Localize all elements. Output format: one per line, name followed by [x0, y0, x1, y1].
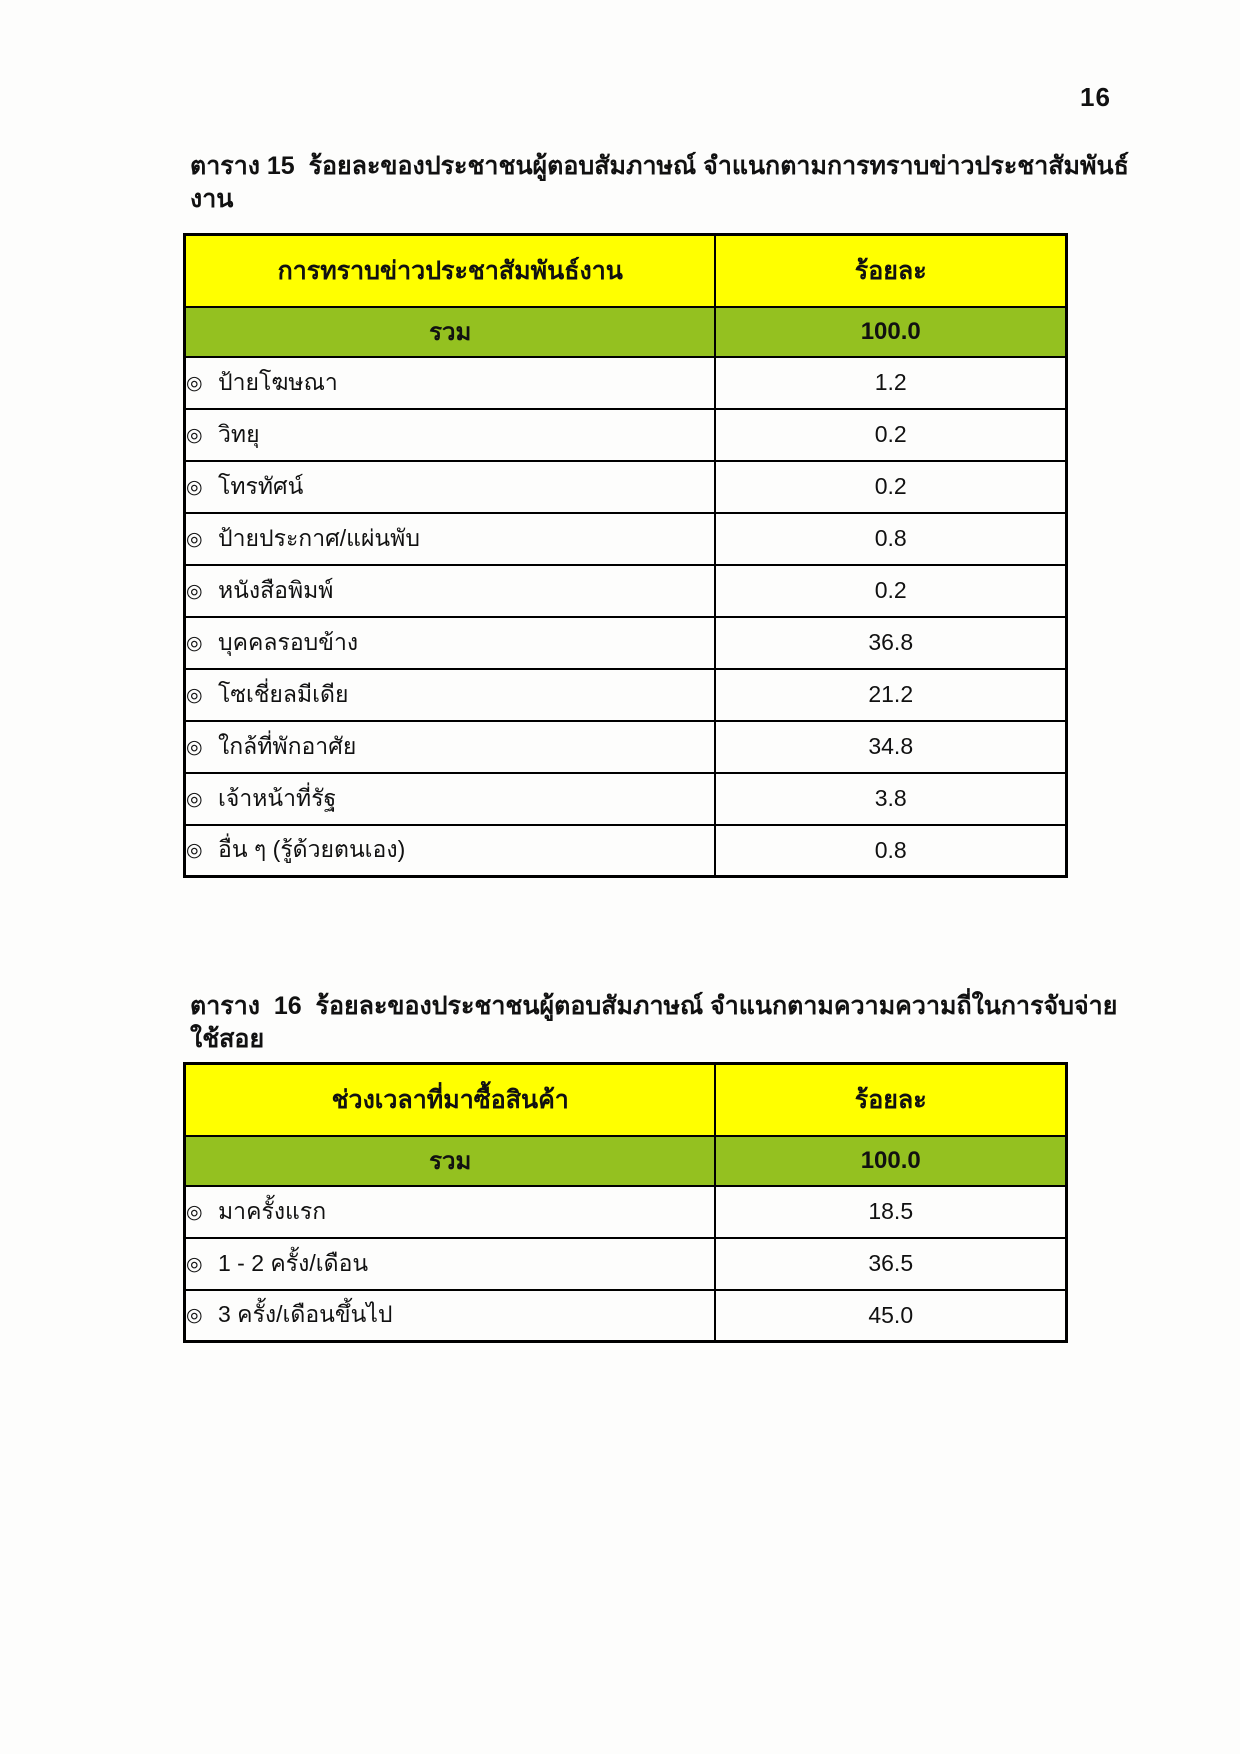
table-16: [183, 1062, 1068, 1343]
row-value: 0.2: [715, 565, 1066, 617]
row-value: 18.5: [715, 1186, 1066, 1238]
table-row: [185, 461, 1067, 513]
table-row: [185, 721, 1067, 773]
row-value: 0.8: [715, 513, 1066, 565]
table-row: [185, 669, 1067, 721]
page-number: 16: [1080, 82, 1111, 112]
row-label-cell: [185, 409, 716, 461]
row-value: 0.8: [715, 825, 1066, 877]
row-value: 34.8: [715, 721, 1066, 773]
table-16-col1-header: ช่วงเวลาที่มาซื้อสินค้า: [185, 1064, 716, 1136]
table-row: [185, 513, 1067, 565]
row-label-cell: [185, 1186, 716, 1238]
row-label: 3 ครั้ง/เดือนขึ้นไป: [218, 1301, 393, 1328]
table-row: [185, 1186, 1067, 1238]
row-label: 1 - 2 ครั้ง/เดือน: [218, 1249, 369, 1276]
bullseye-bullet-icon: ◎: [186, 736, 203, 758]
table-16-total-row: [185, 1136, 1067, 1186]
row-label-cell: [185, 773, 716, 825]
table-15: [183, 233, 1068, 878]
row-label-cell: [185, 513, 716, 565]
table-16-caption: ตาราง 16 ร้อยละของประชาชนผู้ตอบสัมภาษณ์ จำแนกตามความความถี่ในการจับจ่ายใช้สอย: [190, 992, 1118, 1053]
table-row: [185, 617, 1067, 669]
table-15-col2-header: ร้อยละ: [715, 235, 1066, 307]
row-label: ใกล้ที่พักอาศัย: [218, 732, 357, 759]
table-16-header-row: [185, 1064, 1067, 1136]
bullseye-bullet-icon: ◎: [186, 476, 203, 498]
row-label: ป้ายประกาศ/แผ่นพับ: [218, 524, 420, 551]
table-16-col2-header: ร้อยละ: [715, 1064, 1066, 1136]
row-label: มาครั้งแรก: [218, 1197, 327, 1224]
table-row: [185, 1238, 1067, 1290]
row-label: โทรทัศน์: [218, 472, 304, 499]
table-15-total-row: [185, 307, 1067, 357]
row-value: 36.8: [715, 617, 1066, 669]
total-value: 100.0: [715, 307, 1066, 357]
table-row: [185, 565, 1067, 617]
table-row: [185, 773, 1067, 825]
total-value: 100.0: [715, 1136, 1066, 1186]
row-label: อื่น ๆ (รู้ด้วยตนเอง): [218, 836, 406, 863]
total-label: รวม: [185, 1136, 716, 1186]
row-label-cell: [185, 565, 716, 617]
row-label: หนังสือพิมพ์: [218, 576, 334, 603]
bullseye-bullet-icon: ◎: [186, 1253, 203, 1275]
row-value: 21.2: [715, 669, 1066, 721]
bullseye-bullet-icon: ◎: [186, 632, 203, 654]
table-15-header-row: [185, 235, 1067, 307]
row-label-cell: [185, 1238, 716, 1290]
bullseye-bullet-icon: ◎: [186, 372, 203, 394]
row-value: 0.2: [715, 461, 1066, 513]
row-label-cell: [185, 357, 716, 409]
bullseye-bullet-icon: ◎: [186, 528, 203, 550]
row-label-cell: [185, 669, 716, 721]
bullseye-bullet-icon: ◎: [186, 788, 203, 810]
row-label-cell: [185, 617, 716, 669]
row-label: โซเชี่ยลมีเดีย: [218, 680, 349, 707]
row-label-cell: [185, 721, 716, 773]
row-label-cell: [185, 461, 716, 513]
bullseye-bullet-icon: ◎: [186, 684, 203, 706]
row-label: วิทยุ: [218, 420, 260, 447]
table-row: [185, 1290, 1067, 1342]
row-label: เจ้าหน้าที่รัฐ: [218, 784, 337, 811]
row-label-cell: [185, 1290, 716, 1342]
row-value: 1.2: [715, 357, 1066, 409]
table-15-col1-header: การทราบข่าวประชาสัมพันธ์งาน: [185, 235, 716, 307]
row-label: บุคคลรอบข้าง: [218, 628, 359, 655]
table-15-caption: ตาราง 15 ร้อยละของประชาชนผู้ตอบสัมภาษณ์ จำแนกตามการทราบข่าวประชาสัมพันธ์งาน: [190, 152, 1129, 213]
table-row: [185, 357, 1067, 409]
bullseye-bullet-icon: ◎: [186, 1305, 203, 1327]
row-label: ป้ายโฆษณา: [218, 368, 338, 395]
row-label-cell: [185, 825, 716, 877]
row-value: 3.8: [715, 773, 1066, 825]
bullseye-bullet-icon: ◎: [186, 424, 203, 446]
total-label: รวม: [185, 307, 716, 357]
bullseye-bullet-icon: ◎: [186, 580, 203, 602]
table-row: [185, 825, 1067, 877]
bullseye-bullet-icon: ◎: [186, 840, 203, 862]
row-value: 36.5: [715, 1238, 1066, 1290]
table-row: [185, 409, 1067, 461]
bullseye-bullet-icon: ◎: [186, 1201, 203, 1223]
row-value: 0.2: [715, 409, 1066, 461]
row-value: 45.0: [715, 1290, 1066, 1342]
